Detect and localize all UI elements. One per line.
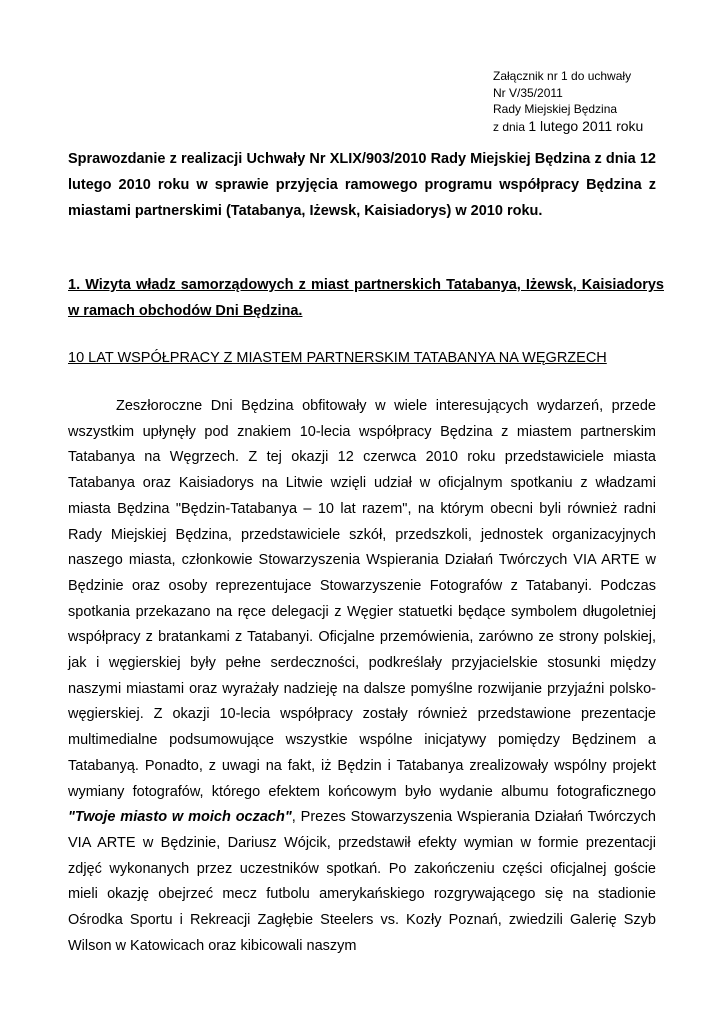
annex-date-prefix: z dnia bbox=[493, 119, 529, 134]
annex-line-1: Załącznik nr 1 do uchwały bbox=[493, 69, 632, 83]
annex-header bbox=[493, 68, 643, 135]
annex-line-3: Rady Miejskiej Będzina bbox=[493, 102, 618, 116]
paragraph-part-1: Zeszłoroczne Dni Będzina obfitowały w wiele interesujących wydarzeń, przede wszystkim upłynęły pod znakiem 10-lecia współpracy Będzina z miastem partnerskim Tatabanya na Węgrzech. Z tej okazji 12 czerwca 2010 roku przedstawiciele miasta Tatabanya oraz Kaisiadorys na Litwie wzięli udział w oficjalnym spotkaniu z władzami miasta Będzina "Będzin-Tatabanya – 10 lat razem", na którym obecni byli również radni Rady Miejskiej Będzina, przedstawiciele szkół, przedszkoli, jednostek organizacyjnych naszego miasta, członkowie Stowarzyszenia Wspierania Działań Twórczych VIA ARTE w Będzinie oraz osoby reprezentujace Stowarzyszenie Fotografów z Tatabanyi. Podczas spotkania przekazano na ręce delegacji z Węgier statuetki będące symbolem długoletniej współpracy z bratankami z Tatabanyi. Oficjalne przemówienia, zarówno ze strony polskiej, jak i węgierskiej były pełne serdeczności, podkreślały przyjacielskie stosunki między naszymi miastami oraz wyrażały nadzieję na dalsze pomyślne rozwijanie przyjaźni polsko-węgierskiej. Z okazji 10-lecia współpracy zostały również przedstawione prezentacje multimedialne podsumowujące wszystkie wspólne inicjatywy pomiędzy Będzinem a Tatabanyą. Ponadto, z uwagi na fakt, iż Będzin i Tatabanya zrealizowały wspólny projekt wymiany fotografów, którego efektem końcowym było wydanie albumu fotograficznego bbox=[68, 398, 656, 800]
annex-line-4 bbox=[493, 118, 643, 136]
paragraph-part-2: , Prezes Stowarzyszenia Wspierania Działań Twórczych VIA ARTE w Będzinie, Dariusz Wójcik, przedstawił efekty wymian w formie prezentacji zdjęć wykonanych przez uczestników spotkań. Po zakończeniu części oficjalnej goście mieli okazję obejrzeć mecz futbolu amerykańskiego rozgrywającego się na stadionie Ośrodka Sportu i Rekreacji Zagłębie Steelers vs. Kozły Poznań, zwiedzili Galerię Szyb Wilson w Katowicach oraz kibicowali naszym bbox=[68, 809, 656, 954]
annex-line-2: Nr V/35/2011 bbox=[493, 85, 563, 100]
album-title: "Twoje miasto w moich oczach" bbox=[68, 809, 292, 826]
section-1-heading: 1. Wizyta władz samorządowych z miast partnerskich Tatabanya, Iżewsk, Kaisiadorys w ramach obchodów Dni Będzina. bbox=[68, 277, 664, 319]
subheading: 10 LAT WSPÓŁPRACY Z MIASTEM PARTNERSKIM TATABANYA NA WĘGRZECH bbox=[68, 350, 607, 366]
body-paragraph bbox=[68, 394, 656, 959]
annex-date: 1 lutego 2011 roku bbox=[528, 117, 644, 134]
report-title: Sprawozdanie z realizacji Uchwały Nr XLIX/903/2010 Rady Miejskiej Będzina z dnia 12 lutego 2010 roku w sprawie przyjęcia ramowego programu współpracy Będzina z miastami partnerskimi (Tatabanya, Iżewsk, Kaisiadorys) w 2010 roku. bbox=[68, 151, 656, 219]
